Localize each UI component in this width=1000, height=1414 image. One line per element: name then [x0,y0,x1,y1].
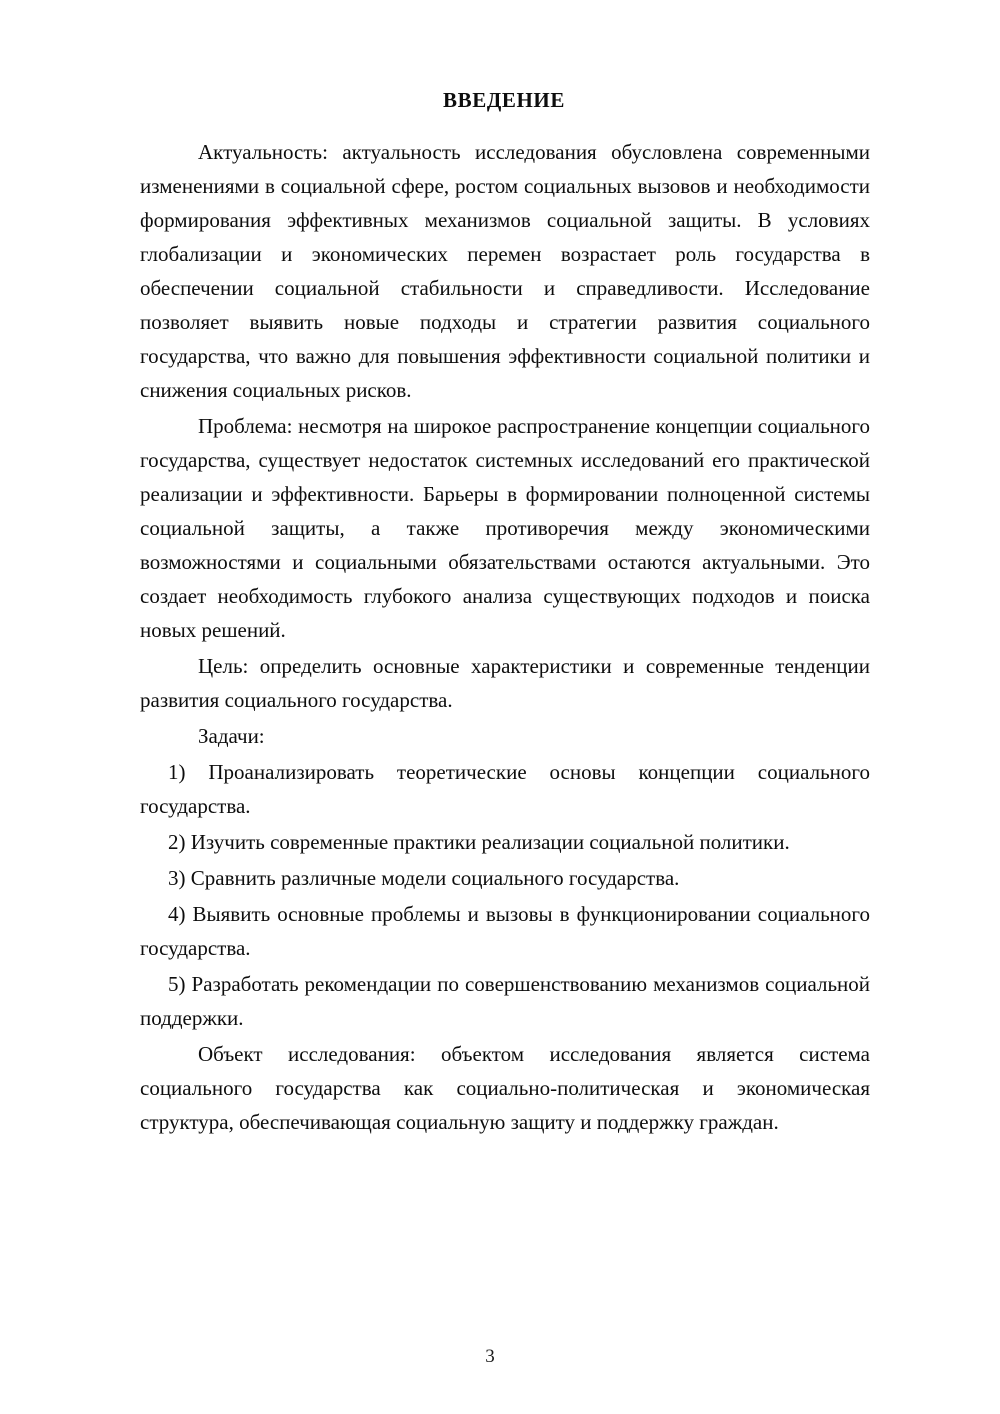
list-item-task-5: 5) Разработать рекомендации по совершенствованию механизмов социальной поддержки. [140,972,870,1031]
paragraph-problem: Проблема: несмотря на широкое распространение концепции социального государства, существует недостаток системных исследований его практической реализации и эффективности. Барьеры в формировании полноценной системы социальной защиты, а также противоречия между экономическими возможностями и социальными обязательствами остаются актуальными. Это создает необходимость глубокого анализа существующих подходов и поиска новых решений. [140,414,870,643]
paragraph-relevance: Актуальность: актуальность исследования обусловлена современными изменениями в социальной сфере, ростом социальных вызовов и необходимости формирования эффективных механизмов социальной защиты. В условиях глобализации и экономических перемен возрастает роль государства в обеспечении социальной стабильности и справедливости. Исследование позволяет выявить новые подходы и стратегии развития социального государства, что важно для повышения эффективности социальной политики и снижения социальных рисков. [140,140,870,403]
list-item-task-1: 1) Проанализировать теоретические основы концепции социального государства. [140,760,870,819]
list-item-task-2: 2) Изучить современные практики реализации социальной политики. [168,830,790,855]
paragraph-object: Объект исследования: объектом исследования является система социального государства как социально-политическая и экономическая структура, обеспечивающая социальную защиту и поддержку граждан. [140,1042,870,1135]
paragraph-tasks-heading: Задачи: [198,724,265,749]
paragraph-goal: Цель: определить основные характеристики и современные тенденции развития социального государства. [140,654,870,713]
page-title: ВВЕДЕНИЕ [443,88,565,112]
page-number: 3 [485,1346,495,1367]
list-item-task-4: 4) Выявить основные проблемы и вызовы в функционировании социального государства. [140,902,870,961]
list-item-task-3: 3) Сравнить различные модели социального государства. [168,866,680,891]
